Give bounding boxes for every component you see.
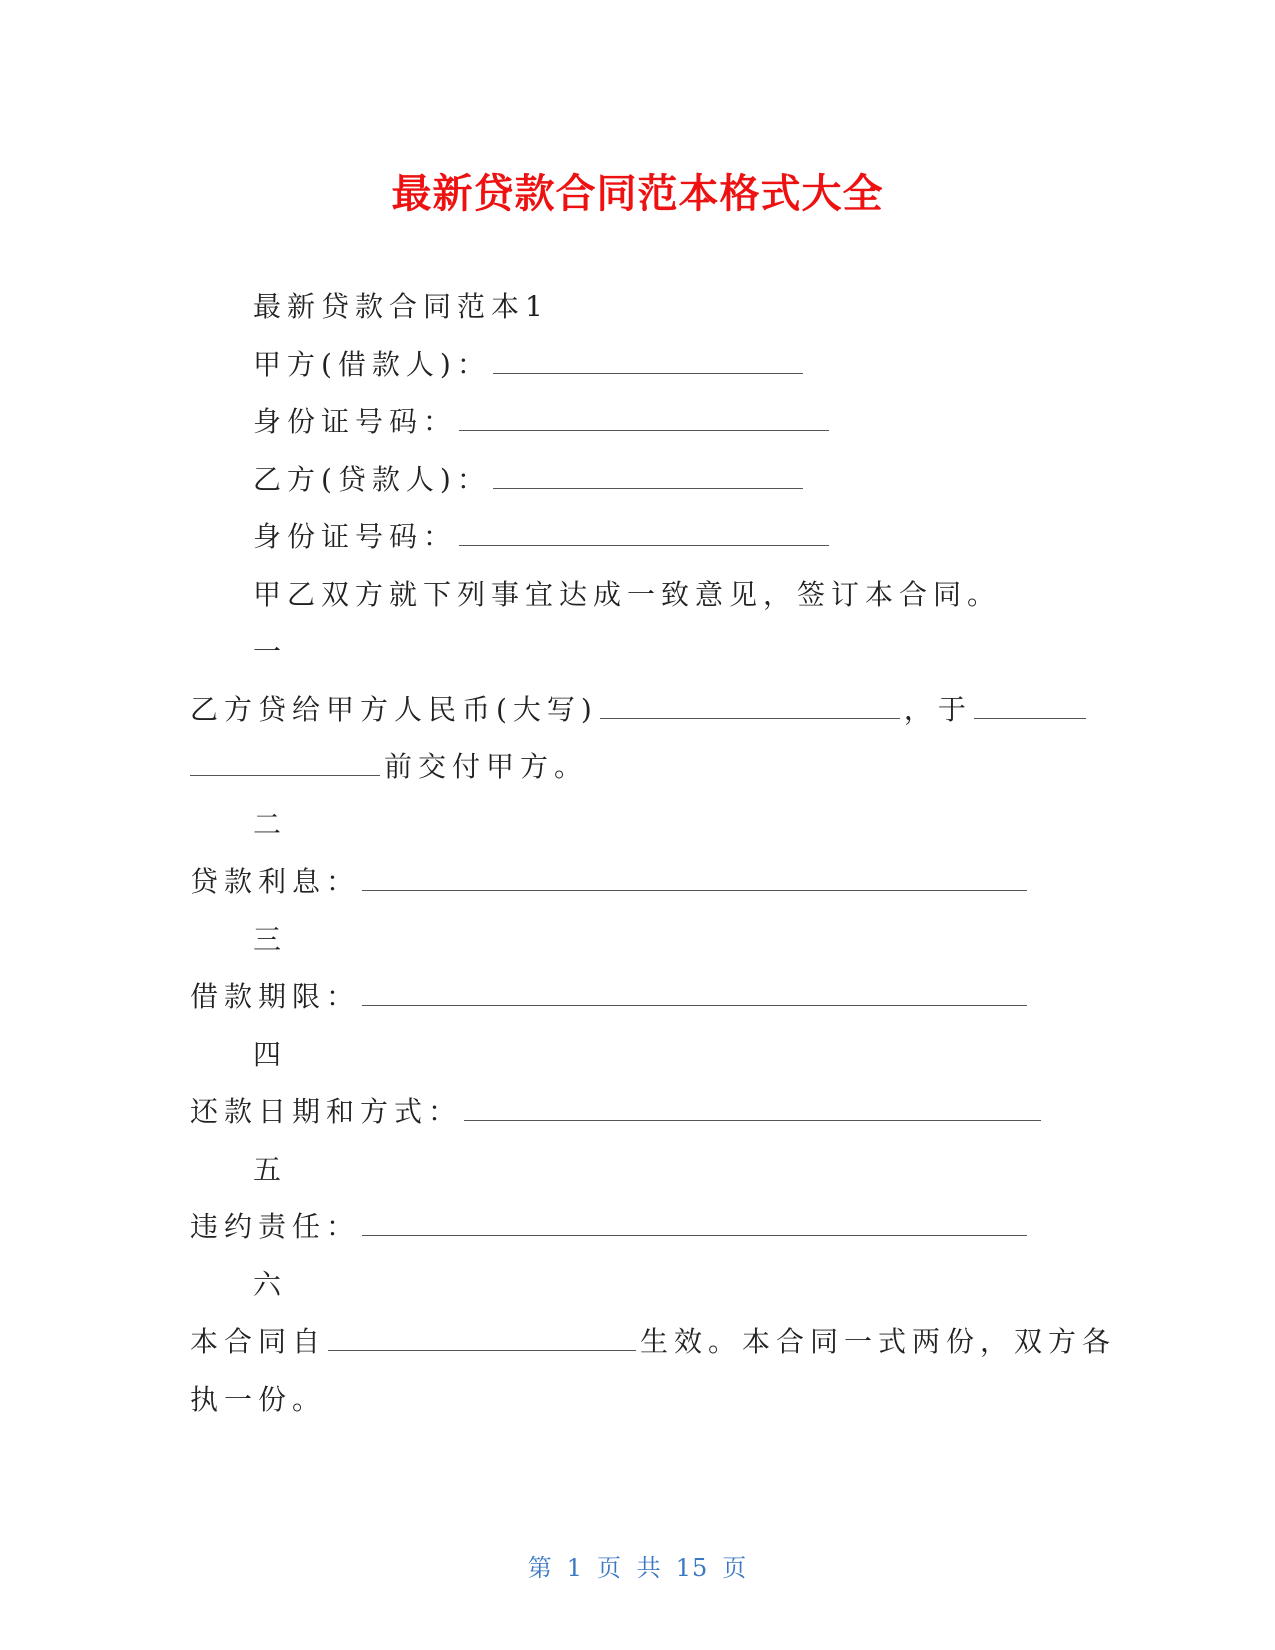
interest-row xyxy=(190,865,1031,899)
id-number-b-label: 身份证号码： xyxy=(253,520,458,553)
clause-6-line-2: 执一份。 xyxy=(190,1383,327,1416)
footer-middle: 页 共 xyxy=(597,1554,662,1582)
clause-number-3: 三 xyxy=(253,923,288,956)
section-heading: 最新贷款合同范本1 xyxy=(253,290,549,323)
footer-total-pages: 15 xyxy=(675,1554,709,1582)
liability-row xyxy=(190,1210,1031,1244)
party-a-row xyxy=(253,348,807,382)
clause-number-1: 一 xyxy=(253,635,288,668)
clause-1-text-b: ，于 xyxy=(903,693,972,726)
repayment-label: 还款日期和方式： xyxy=(190,1095,463,1128)
page-footer xyxy=(0,1548,1275,1583)
party-b-row xyxy=(253,463,807,497)
effective-date-blank xyxy=(328,1328,636,1351)
clause-1-line-2 xyxy=(190,750,588,784)
repayment-row xyxy=(190,1095,1045,1129)
clause-number-5: 五 xyxy=(253,1153,288,1186)
liability-label: 违约责任： xyxy=(190,1210,361,1243)
id-number-a-blank xyxy=(459,408,829,431)
clause-number-2: 二 xyxy=(253,808,288,841)
agreement-statement: 甲乙双方就下列事宜达成一致意见，签订本合同。 xyxy=(253,578,1002,611)
clause-6-line-1 xyxy=(190,1325,1116,1359)
id-number-a-row xyxy=(253,405,833,439)
clause-number-4: 四 xyxy=(253,1038,288,1071)
clause-6-text-a: 本合同自 xyxy=(190,1325,327,1358)
clause-1-text-c: 前交付甲方。 xyxy=(384,750,589,783)
amount-blank xyxy=(600,696,900,719)
clause-number-6: 六 xyxy=(253,1268,288,1301)
party-b-blank xyxy=(493,466,803,489)
date-blank-end xyxy=(190,753,380,776)
document-title: 最新贷款合同范本格式大全 xyxy=(391,171,884,217)
party-b-label: 乙方(贷款人)： xyxy=(253,463,491,496)
id-number-a-label: 身份证号码： xyxy=(253,405,458,438)
liability-blank xyxy=(362,1213,1027,1236)
clause-1-text-a: 乙方贷给甲方人民币(大写) xyxy=(190,693,598,726)
clause-6-text-b: 生效。本合同一式两份，双方各 xyxy=(640,1325,1117,1358)
id-number-b-row xyxy=(253,520,833,554)
term-label: 借款期限： xyxy=(190,980,361,1013)
footer-prefix: 第 xyxy=(527,1554,553,1582)
term-blank xyxy=(362,983,1027,1006)
interest-blank xyxy=(362,868,1027,891)
party-a-blank xyxy=(493,351,803,374)
repayment-blank xyxy=(464,1098,1041,1121)
id-number-b-blank xyxy=(459,523,829,546)
interest-label: 贷款利息： xyxy=(190,865,361,898)
footer-current-page: 1 xyxy=(566,1554,584,1582)
term-row xyxy=(190,980,1031,1014)
date-blank-start xyxy=(974,696,1086,719)
party-a-label: 甲方(借款人)： xyxy=(253,348,491,381)
footer-suffix: 页 xyxy=(722,1554,748,1582)
clause-1-line-1 xyxy=(190,693,1090,727)
